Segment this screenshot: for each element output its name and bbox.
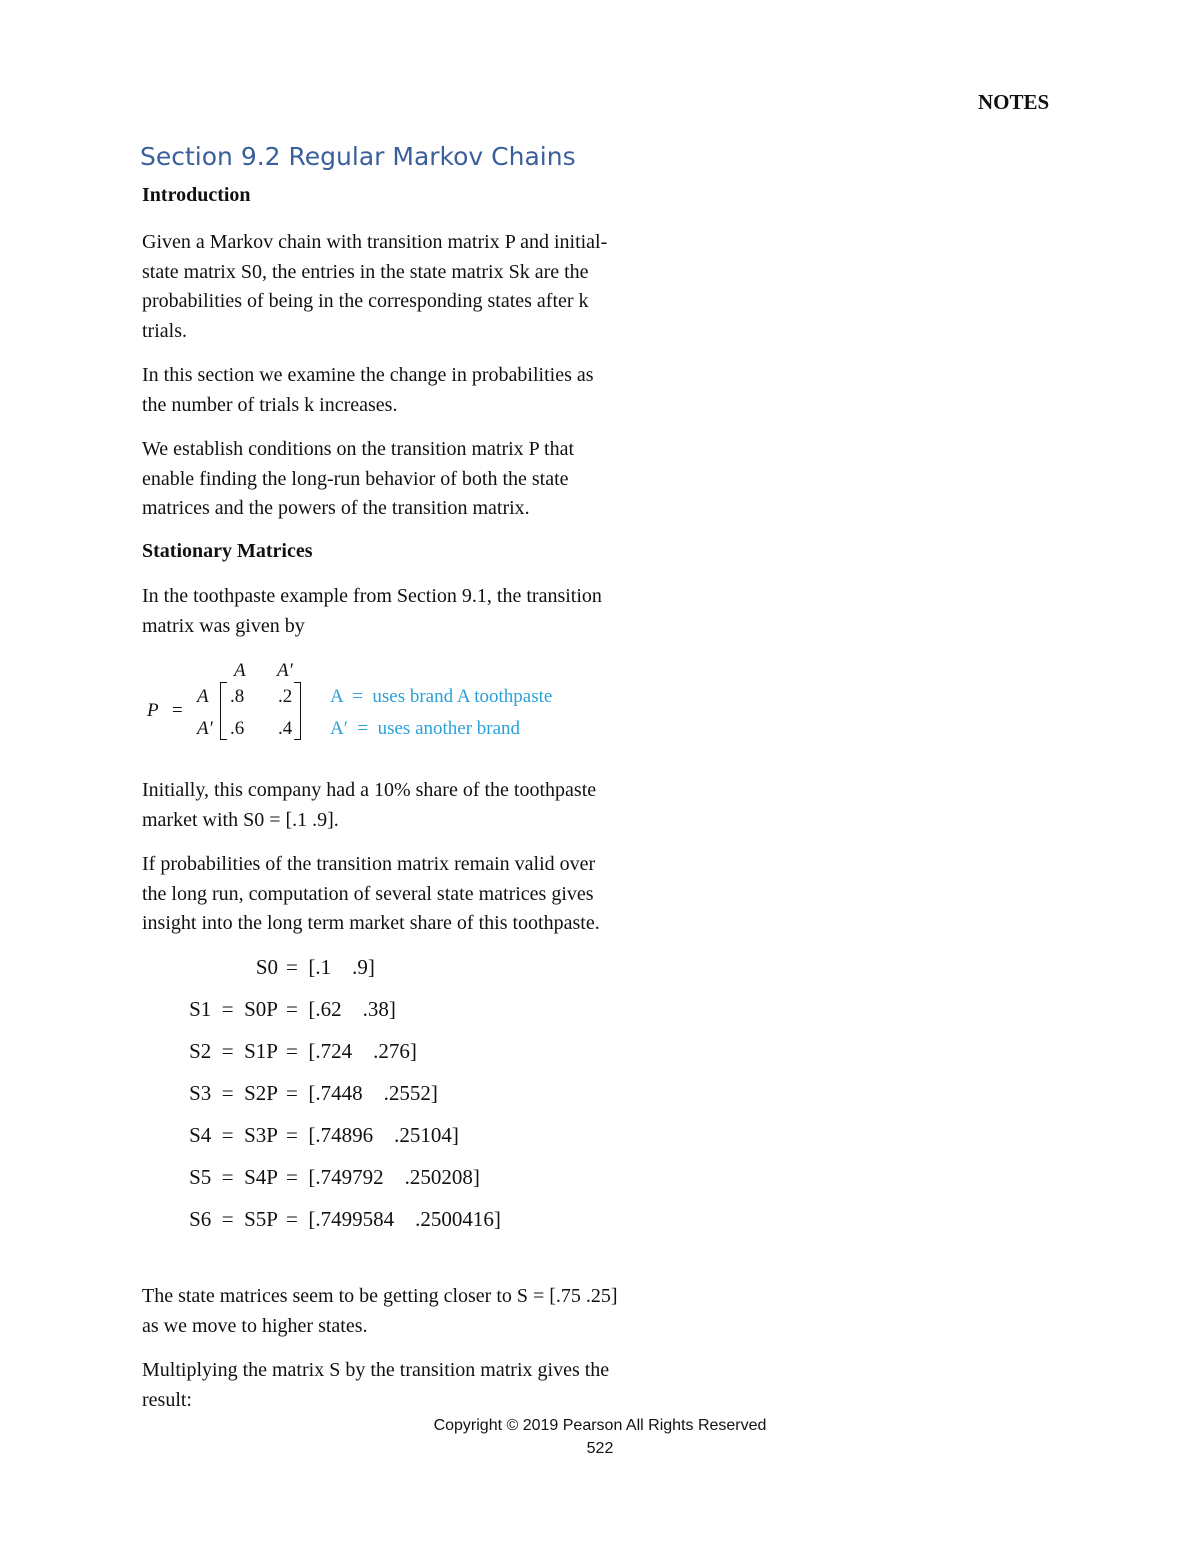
- equation-rhs: = [.749792 .250208]: [286, 1165, 480, 1189]
- equation-lhs: S1 = S0P: [189, 997, 278, 1021]
- stationary-heading: Stationary Matrices: [142, 540, 313, 562]
- text-line: the number of trials k increases.: [142, 393, 398, 416]
- matrix-cell: .8: [230, 686, 245, 707]
- equation-rhs: = [.74896 .25104]: [286, 1123, 459, 1147]
- equation-rhs: = [.1 .9]: [286, 955, 375, 979]
- text-line: state matrix S0, the entries in the state matrix Sk are the: [142, 260, 589, 283]
- text-line: If probabilities of the transition matrix remain valid over: [142, 853, 596, 875]
- matrix-legend-line: A′ = uses another brand: [330, 718, 521, 739]
- text-line: Given a Markov chain with transition matrix P and initial-: [142, 231, 608, 253]
- text-line: In the toothpaste example from Section 9.1, the transition: [142, 585, 602, 607]
- stationary-paragraph-3: [142, 850, 702, 939]
- matrix-cell: .4: [278, 718, 293, 739]
- text-line: In this section we examine the change in probabilities as: [142, 364, 594, 386]
- stationary-paragraph-5: [142, 1356, 702, 1415]
- matrix-name: P: [147, 700, 159, 721]
- equation-lhs: S4 = S3P: [189, 1123, 278, 1147]
- text-line: matrix was given by: [142, 614, 305, 637]
- text-line: Initially, this company had a 10% share of the toothpaste: [142, 779, 597, 801]
- text-line: We establish conditions on the transition matrix P that: [142, 438, 575, 460]
- copyright-footer: Copyright © 2019 Pearson All Rights Reserved: [433, 1417, 767, 1434]
- stationary-paragraph-1: [142, 582, 702, 641]
- intro-paragraph-2: [142, 361, 702, 420]
- equation-rhs: = [.7448 .2552]: [286, 1081, 438, 1105]
- equation-lhs: S3 = S2P: [189, 1081, 278, 1105]
- matrix-col-label: A: [234, 660, 246, 681]
- text-line: the long run, computation of several state matrices gives: [142, 882, 594, 905]
- text-line: trials.: [142, 319, 187, 342]
- matrix-legend-line: A = uses brand A toothpaste: [330, 686, 553, 707]
- text-line: probabilities of being in the corresponding states after k: [142, 290, 589, 312]
- transition-matrix: [142, 652, 602, 752]
- matrix-row-label: A: [197, 686, 209, 707]
- equation-rhs: = [.62 .38]: [286, 997, 396, 1021]
- matrix-row-label: A′: [197, 718, 213, 739]
- equation-rhs: = [.724 .276]: [286, 1039, 417, 1063]
- text-line: market with S0 = [.1 .9].: [142, 808, 339, 831]
- text-line: The state matrices seem to be getting closer to S = [.75 .25]: [142, 1285, 618, 1307]
- text-line: enable finding the long-run behavior of both the state: [142, 467, 569, 490]
- text-line: matrices and the powers of the transition matrix.: [142, 497, 530, 519]
- matrix-left-bracket: [220, 682, 227, 740]
- text-line: result:: [142, 1388, 192, 1411]
- matrix-equals: =: [172, 700, 183, 721]
- page-number: 522: [586, 1440, 614, 1457]
- equation-lhs: S0: [255, 955, 278, 979]
- text-line: insight into the long term market share of this toothpaste.: [142, 912, 600, 934]
- text-line: as we move to higher states.: [142, 1314, 368, 1337]
- equation-lhs: S5 = S4P: [189, 1165, 278, 1189]
- equation-rhs: = [.7499584 .2500416]: [286, 1207, 501, 1231]
- matrix-right-bracket: [294, 682, 301, 740]
- introduction-heading: Introduction: [142, 184, 251, 206]
- matrix-cell: .2: [278, 686, 293, 707]
- intro-paragraph-1: [142, 228, 702, 346]
- text-line: Multiplying the matrix S by the transition matrix gives the: [142, 1359, 610, 1381]
- intro-paragraph-3: [142, 435, 702, 524]
- section-title: Section 9.2 Regular Markov Chains: [140, 142, 576, 171]
- equation-lhs: S2 = S1P: [189, 1039, 278, 1063]
- stationary-paragraph-2: [142, 776, 702, 835]
- matrix-col-label: A′: [277, 660, 293, 681]
- stationary-paragraph-4: [142, 1282, 702, 1341]
- equation-lhs: S6 = S5P: [189, 1207, 278, 1231]
- notes-label: NOTES: [978, 90, 1050, 114]
- matrix-cell: .6: [230, 718, 245, 739]
